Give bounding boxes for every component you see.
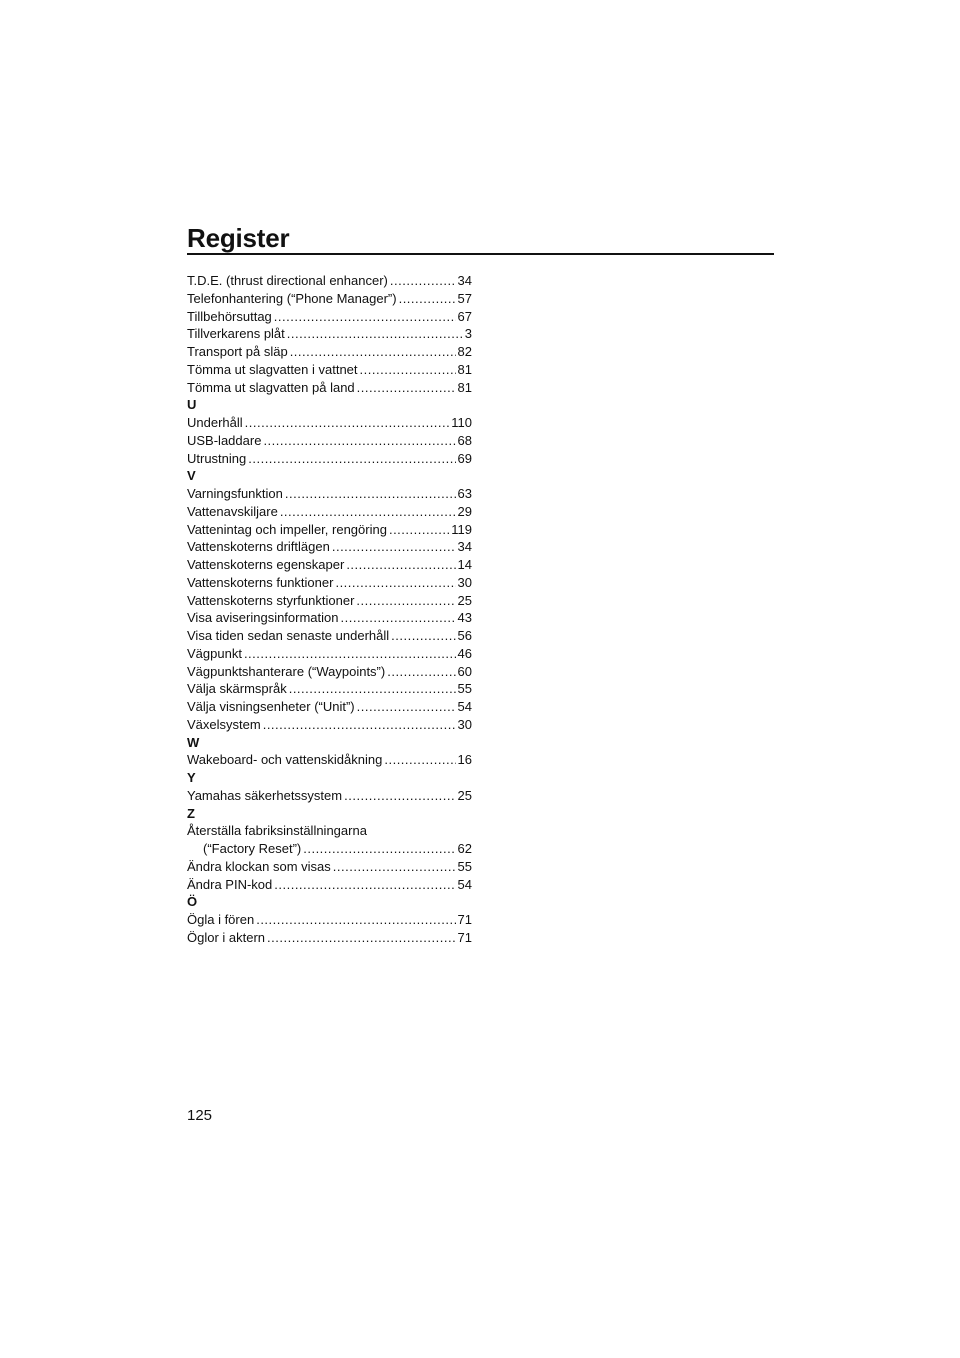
index-entry-term: Vattenskoterns funktioner	[187, 574, 334, 590]
index-entry-term: Varningsfunktion	[187, 486, 283, 501]
index-entry-term: Vattenskoterns styrfunktioner	[187, 592, 355, 608]
dot-leader	[357, 698, 456, 716]
index-letter-heading: U	[187, 397, 197, 413]
index-entry	[187, 663, 472, 681]
index-entry-term: Visa tiden sedan senaste underhåll	[187, 628, 390, 643]
index-entry	[187, 503, 472, 521]
index-entry-page: 63	[457, 486, 472, 501]
index-entry-term: Tömma ut slagvatten i vattnet	[187, 361, 358, 377]
dot-leader	[391, 627, 455, 645]
index-entry	[187, 627, 472, 645]
index-entry	[187, 876, 472, 894]
index-entry-page: 43	[457, 610, 472, 626]
index-entry-term: Telefonhantering (“Phone Manager”)	[187, 290, 397, 306]
index-entry	[187, 325, 472, 343]
index-entry-page: 34	[457, 273, 472, 288]
index-entry-page: 25	[457, 592, 472, 608]
index-letter-heading: Ö	[187, 894, 198, 910]
index-entry-page: 14	[457, 557, 472, 572]
index-letter-heading: Y	[187, 770, 196, 785]
index-entry	[187, 521, 472, 539]
index-entry-page: 67	[457, 308, 472, 324]
index-entry-page: 69	[457, 450, 472, 466]
index-entry	[187, 929, 472, 947]
dot-leader	[360, 361, 456, 379]
index-entry	[187, 592, 472, 610]
index-entry-page: 68	[457, 432, 472, 448]
index-entry-term: Vattenskoterns driftlägen	[187, 539, 330, 555]
index-entry-term: (“Factory Reset”)	[203, 841, 302, 856]
index-entry-page: 34	[457, 539, 472, 555]
index-entry	[187, 379, 472, 397]
dot-leader	[244, 645, 456, 663]
index-entry	[187, 911, 472, 929]
dot-leader	[399, 290, 456, 308]
index-entry	[187, 556, 472, 574]
dot-leader	[285, 485, 456, 503]
index-entry-term: Visa aviseringsinformation	[187, 610, 339, 626]
dot-leader	[387, 663, 455, 681]
index-entry-term: Yamahas säkerhetssystem	[187, 787, 343, 803]
index-entry-term: Välja skärmspråk	[187, 681, 287, 697]
index-entry-term: Ändra klockan som visas	[187, 858, 331, 874]
index-entry	[187, 716, 472, 734]
index-entry-page: 54	[457, 699, 472, 714]
dot-leader	[248, 450, 455, 468]
dot-leader	[287, 325, 463, 343]
dot-leader	[346, 556, 455, 574]
index-letter-heading: W	[187, 734, 200, 750]
dot-leader	[344, 787, 455, 805]
dot-leader	[303, 840, 455, 858]
page-title: Register	[187, 223, 290, 253]
dot-leader	[280, 503, 456, 521]
index-entry-term: Vattenintag och impeller, rengöring	[187, 521, 387, 537]
index-entry-term: Vägpunkt	[187, 645, 242, 661]
index-entry	[187, 272, 472, 290]
index-entry-page: 56	[457, 628, 472, 643]
index-entry	[187, 751, 472, 769]
index-entry-term: Ögla i fören	[187, 912, 255, 927]
dot-leader	[333, 858, 456, 876]
index-entry	[187, 858, 472, 876]
index-entry-term: USB-laddare	[187, 432, 262, 448]
index-entry-term: Utrustning	[187, 450, 247, 466]
index-entry	[187, 574, 472, 592]
dot-leader	[357, 379, 456, 397]
index-entry	[187, 645, 472, 663]
index-entry	[187, 450, 472, 468]
index-letter-heading: Z	[187, 805, 195, 821]
index-entry-term: Wakeboard- och vattenskidåkning	[187, 752, 383, 768]
index-entry	[187, 698, 472, 716]
dot-leader	[289, 680, 456, 698]
index-entry-term: Ändra PIN-kod	[187, 876, 273, 892]
index-entry-page: 81	[457, 361, 472, 377]
index-entry-page: 3	[464, 326, 472, 342]
index-entry-page: 30	[457, 574, 472, 590]
index-entry-term: Vattenavskiljare	[187, 503, 278, 519]
index-entry-page: 62	[457, 841, 472, 856]
dot-leader	[263, 432, 455, 450]
index-entry	[187, 840, 472, 858]
dot-leader	[290, 343, 456, 361]
index-entry-page: 29	[457, 503, 472, 519]
dot-leader	[332, 538, 456, 556]
dot-leader	[335, 574, 455, 592]
index-entry	[187, 609, 472, 627]
index-entry-page: 119	[451, 521, 472, 537]
index-entry-page: 60	[457, 663, 472, 679]
index-letter-heading: V	[187, 468, 196, 484]
index-entry-term: Transport på släp	[187, 344, 288, 359]
index-entry-term: Underhåll	[187, 415, 243, 430]
index-entry-page: 55	[457, 681, 472, 697]
dot-leader	[274, 876, 455, 894]
index-entry-page: 71	[457, 929, 472, 945]
index-entry-page: 110	[451, 415, 472, 430]
index-entry	[187, 538, 472, 556]
index-entry-page: 71	[457, 912, 472, 927]
index-entry	[187, 343, 472, 361]
dot-leader	[384, 751, 455, 769]
index-entry-page: 46	[457, 645, 472, 661]
index-entry-page: 30	[457, 716, 472, 732]
index-entry-page: 81	[457, 379, 472, 395]
index-entry	[187, 414, 472, 432]
title-underline	[187, 253, 774, 255]
index-entry-term: Tillverkarens plåt	[187, 326, 285, 342]
index-entry	[187, 680, 472, 698]
index-entry	[187, 787, 472, 805]
dot-leader	[389, 521, 449, 539]
index-entry-term: Tömma ut slagvatten på land	[187, 379, 355, 395]
dot-leader	[341, 609, 456, 627]
index-entry	[187, 432, 472, 450]
index-entry-page: 16	[457, 752, 472, 768]
index-entry-page: 54	[457, 876, 472, 892]
index-entry-term: Växelsystem	[187, 716, 261, 732]
dot-leader	[390, 272, 456, 290]
index-entry-term: Vattenskoterns egenskaper	[187, 557, 345, 572]
index-entry	[187, 361, 472, 379]
index-entry-page: 55	[457, 858, 472, 874]
index-entry-page: 82	[457, 344, 472, 359]
index-entry-page: 57	[457, 290, 472, 306]
dot-leader	[263, 716, 456, 734]
index-list	[187, 272, 472, 947]
index-entry	[187, 485, 472, 503]
index-entry	[187, 290, 472, 308]
index-entry-term: Öglor i aktern	[187, 929, 266, 945]
index-entry-page: 25	[457, 787, 472, 803]
index-entry-term: T.D.E. (thrust directional enhancer)	[187, 273, 388, 288]
dot-leader	[356, 592, 455, 610]
index-entry-term: Välja visningsenheter (“Unit”)	[187, 699, 355, 714]
index-entry-term: Vägpunktshanterare (“Waypoints”)	[187, 663, 386, 679]
index-entry-term: Tillbehörsuttag	[187, 308, 272, 324]
page-number: 125	[187, 1107, 213, 1124]
dot-leader	[256, 911, 455, 929]
dot-leader	[267, 929, 455, 947]
index-entry	[187, 308, 472, 326]
dot-leader	[274, 308, 456, 326]
index-entry-term: Återställa fabriksinställningarna	[187, 823, 367, 839]
dot-leader	[245, 414, 450, 432]
